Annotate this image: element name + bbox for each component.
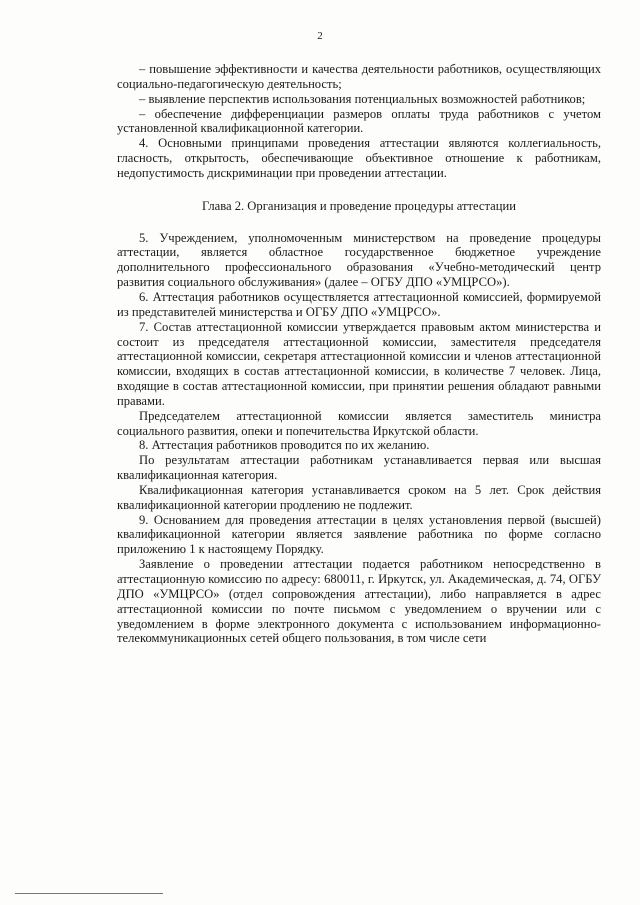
paragraph: Заявление о проведении аттестации подается работником непосредственно в аттестационную комиссию по адресу: 680011, г. Иркутск, ул. Академическая, д. 74, ОГБУ ДПО «УМЦРСО» (отдел сопровождения аттестации), либо направляется в адрес аттестационной комиссии по почте письмом с уведомлением о вручении или с уведомлением в форме электронного документа с использованием информационно-телекоммуникационных сетей общего пользования, в том числе сети [117, 557, 601, 646]
paragraph: – выявление перспектив использования потенциальных возможностей работников; [139, 91, 586, 106]
paragraph: Председателем аттестационной комиссии является заместитель министра социального развития, опеки и попечительства Иркутской области. [117, 408, 601, 438]
paragraph: По результатам аттестации работникам устанавливается первая или высшая квалификационная категория. [117, 453, 601, 483]
paragraph: 8. Аттестация работников проводится по их желанию. [139, 438, 430, 453]
paragraph: Квалификационная категория устанавливается сроком на 5 лет. Срок действия квалификационной категории продлению не подлежит. [117, 482, 601, 512]
paragraph: 7. Состав аттестационной комиссии утверждается правовым актом министерства и состоит из председателя аттестационной комиссии, заместителя председателя аттестационной комиссии, секретаря аттестационной комиссии и членов аттестационной комиссии, входящих в состав аттестационной комиссии, в количестве 7 человек. Лица, входящие в состав аттестационной комиссии, при принятии решения обладают равными правами. [117, 319, 601, 408]
paragraph: 4. Основными принципами проведения аттестации являются коллегиальность, гласность, открытость, обеспечивающие объективное отношение к работникам, недопустимость дискриминации при проведении аттестации. [117, 136, 601, 180]
paragraph: – обеспечение дифференциации размеров оплаты труда работников с учетом установленной квалификационной категории. [117, 106, 601, 136]
paragraph: – повышение эффективности и качества деятельности работников, осуществляющих социально-педагогическую деятельность; [117, 62, 601, 91]
footnote-divider [15, 893, 163, 894]
paragraph: 5. Учреждением, уполномоченным министерством на проведение процедуры аттестации, является областное государственное бюджетное учреждение дополнительного профессионального образования «Учебно-методический центр развития социального обслуживания» (далее – ОГБУ ДПО «УМЦРСО»). [117, 230, 601, 290]
paragraph: 6. Аттестация работников осуществляется аттестационной комиссией, формируемой из представителей министерства и ОГБУ ДПО «УМЦРСО». [117, 289, 601, 319]
paragraph: 9. Основанием для проведения аттестации в целях установления первой (высшей) квалификационной категории является заявление работника по форме согласно приложению 1 к настоящему Порядку. [117, 512, 601, 557]
page-body [117, 62, 601, 646]
page-number: 2 [317, 30, 323, 42]
chapter-heading: Глава 2. Организация и проведение процедуры аттестации [201, 198, 516, 213]
